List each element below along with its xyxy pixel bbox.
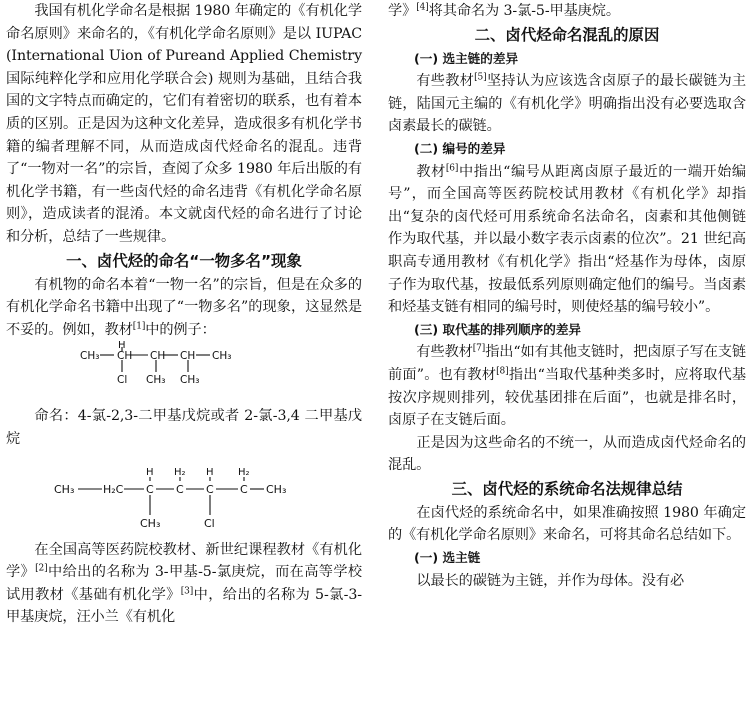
paragraph-conclusion: 正是因为这些命名的不统一，从而造成卤代烃命名的混乱。: [388, 434, 746, 474]
formula-2-atom: H: [206, 466, 214, 478]
subheading-numbering: (二) 编号的差异: [414, 140, 506, 156]
structural-formula-1: [6, 341, 362, 405]
formula-2-atom: H₂C: [103, 482, 124, 496]
text-span: 中给出的名称为 3-甲基-5-氯庚烷，而在高等学校试用教材《基础有机化学》: [6, 564, 362, 603]
paragraph-numbering: [388, 161, 746, 319]
continued-paragraph: [388, 0, 746, 23]
formula-1-atom: CH₃: [212, 350, 232, 363]
citation-ref: [2]: [35, 563, 48, 574]
citation-ref: [5]: [474, 72, 487, 83]
text-span: 中指出“编号从距离卤原子最近的一端开始编号”，而全国高等医药院校试用教材《有机化学》却指出“复杂的卤代烃可用系统命名法命名，卤素和其他侧链作为取代基，并以最小数字表示卤素的位次”。21 世纪高职高专通用教材《有机化学》指出“烃基作为母体，卤原子作为取代基，按最低系列原则确定他们的编号。当卤素和烃基支链有相同的编号时，则使烃基的编号较小”。: [388, 163, 746, 316]
text-span: 指出“如有其他支链时，把卤原子写在支链前面”。也有教材: [388, 344, 746, 383]
subheading-select-main-chain: (一) 选主链: [414, 550, 481, 566]
text-span: 学》: [388, 3, 417, 19]
section-heading-1: 一、卤代烃的命名“一物多名”现象: [66, 251, 302, 270]
text-span: 教材: [416, 163, 446, 180]
paragraph-select-main-chain: 以最长的碳链为主链，并作为母体。没有必: [416, 572, 685, 589]
citation-ref: [8]: [496, 366, 509, 377]
formula-2-atom: Cl: [204, 516, 215, 530]
text-span: 坚持认为应该选含卤原子的最长碳链为主链，陆国元主编的《有机化学》明确指出没有必要选取含卤素最长的碳链。: [388, 73, 746, 135]
formula-1-atom: CH₃: [80, 350, 100, 363]
citation-ref: [3]: [180, 585, 194, 596]
formula-2-atom: C: [206, 482, 214, 496]
formula-1-atom: Cl: [117, 374, 128, 387]
text-span: 中的例子：: [145, 321, 216, 338]
citation-ref: [1]: [132, 320, 146, 331]
paragraph-substituent-order: [388, 341, 746, 431]
left-column: [6, 0, 362, 629]
citation-ref: [4]: [416, 2, 429, 13]
text-span: 在全国高等医药院校教材、新世纪课程教材《有机化学》: [6, 541, 362, 581]
text-span: 中，给出的名称为 5-氯-3-甲基庚烷，汪小兰《有机化: [6, 586, 362, 626]
formula-2-atom: H₂: [174, 466, 186, 478]
formula-2-atom: CH₃: [54, 482, 75, 496]
text-span: 将其命名为 3-氯-5-甲基庚烷。: [428, 3, 620, 19]
formula-1-atom: CH₃: [180, 374, 200, 387]
citation-ref: [6]: [445, 162, 459, 173]
formula-2-atom: C: [240, 482, 248, 496]
section-heading-2: 二、卤代烃命名混乱的原因: [474, 25, 660, 44]
formula-2-atom: C: [146, 482, 154, 496]
right-column: [388, 0, 746, 592]
formula-1-drawing: [6, 341, 362, 405]
text-span: 有些教材: [416, 344, 473, 361]
paragraph-summary: 在卤代烃的系统命名中，如果准确按照 1980 年确定的《有机化学命名原则》来命名，可将其命名总结如下。: [388, 504, 746, 544]
formula-2-atom: CH₃: [140, 516, 161, 530]
paragraph-textbook-names: [6, 539, 362, 629]
formula-1-atom: CH₃: [146, 374, 166, 387]
text-span: 有机物的命名本着“一物一名”的宗旨，但是在众多的有机化学命名书籍中出现了“一物多名”的现象，这显然是不妥的。例如，教材: [6, 276, 362, 338]
formula-1-atom: CH: [150, 350, 166, 363]
name-line-1: 命名：4-氯-2,3-二甲基戊烷或者 2-氯-3,4 二甲基戊烷: [6, 408, 362, 447]
subheading-substituent-order: (三) 取代基的排列顺序的差异: [414, 321, 582, 337]
formula-1-atom: CH: [117, 350, 133, 363]
paragraph-main-chain: [388, 70, 746, 138]
formula-2-atom: CH₃: [266, 482, 287, 496]
formula-1-atom: H: [118, 341, 126, 352]
text-span: 指出“当取代基种类多时，应将取代基按次序规则排列，较优基团排在后面”，也就是排名时，卤原子在支链后面。: [388, 366, 746, 429]
citation-ref: [7]: [472, 343, 486, 354]
intro-paragraph: 我国有机化学命名是根据 1980 年确定的《有机化学命名原则》来命名的，《有机化学命名原则》是以 IUPAC (International Uion of Pureand Applied Chemistry 国际纯粹化学和应用化学联合会) 规则为基础，且结合我国的文字特点而确定的，它们有着密切的联系，也有着本质的区别。正是因为这种文化差异，造成很多有机化学书籍的编者理解不同，从而造成卤代烃命名的混乱。违背了“一物对一名”的宗旨，查阅了众多 1980 年后出版的有机化学书籍，有一些卤代烃的命名违背《有机化学命名原则》，造成读者的混淆。本文就卤代烃的命名进行了讨论和分析，总结了一些规律。: [6, 3, 362, 245]
structural-formula-2: [6, 451, 362, 539]
paragraph-one-thing-many-names: [6, 274, 362, 342]
subheading-main-chain: (一) 选主链的差异: [414, 50, 519, 66]
formula-2-drawing: [6, 451, 362, 539]
section-heading-3: 三、卤代烃的系统命名法规律总结: [451, 479, 683, 498]
formula-2-atom: H₂: [238, 466, 250, 478]
text-span: 有些教材: [416, 73, 475, 90]
formula-1-atom: CH: [180, 350, 196, 363]
formula-2-atom: C: [176, 482, 184, 496]
formula-2-atom: H: [146, 466, 154, 478]
